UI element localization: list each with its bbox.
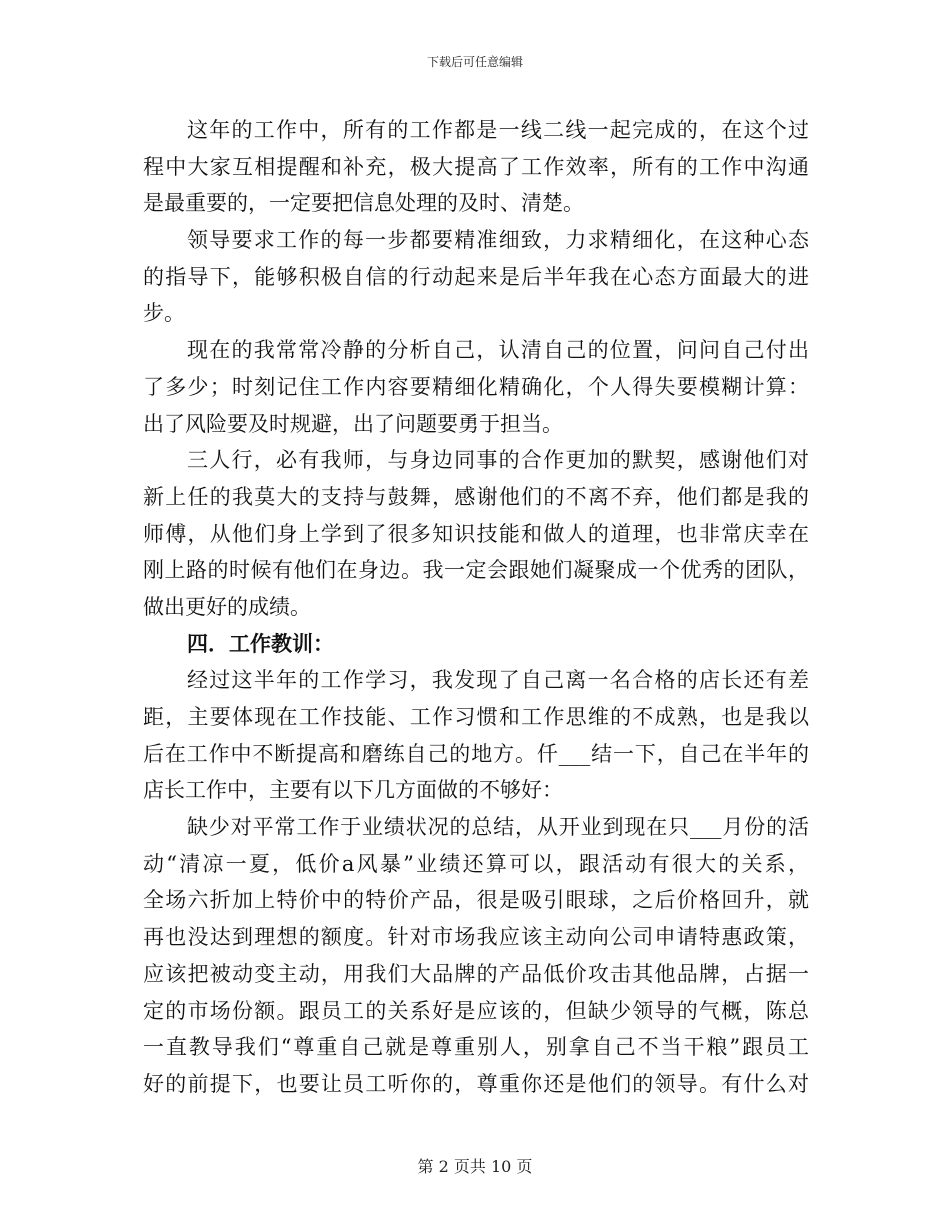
text-line: 再也没达到理想的额度。针对市场我应该主动向公司申请特惠政策， (143, 925, 809, 950)
text-line: 新上任的我莫大的支持与鼓舞，感谢他们的不离不弃，他们都是我的 (143, 484, 809, 509)
text-line: 缺少对平常工作于业绩状况的总结，从开业到现在只___月份的活 (187, 815, 809, 840)
text-line: 定的市场份额。跟员工的关系好是应该的，但缺少领导的气概，陈总 (143, 998, 809, 1023)
text-line: 刚上路的时候有他们在身边。我一定会跟她们凝聚成一个优秀的团队， (143, 558, 809, 583)
section-heading: 四．工作教训： (187, 630, 334, 656)
text-line: 师傅，从他们身上学到了很多知识技能和做人的道理，也非常庆幸在 (143, 521, 809, 546)
page-header: 下载后可任意编辑 (426, 55, 523, 69)
text-line: 距，主要体现在工作技能、工作习惯和工作思维的不成熟，也是我以 (143, 705, 809, 729)
text-line: 程中大家互相提醒和补充，极大提高了工作效率，所有的工作中沟通 (143, 154, 809, 179)
text-line: 全场六折加上特价中的特价产品，很是吸引眼球，之后价格回升，就 (143, 888, 809, 913)
text-line: 步。 (143, 301, 185, 326)
text-line: 现在的我常常冷静的分析自己，认清自己的位置，问问自己付出 (187, 338, 809, 363)
text-line: 三人行，必有我师，与身边同事的合作更加的默契，感谢他们对 (187, 448, 809, 473)
text-line: 动“清凉一夏，低价a风暴”业绩还算可以，跟活动有很大的关系， (143, 851, 809, 876)
text-line: 一直教导我们“尊重自己就是尊重别人，别拿自己不当干粮”跟员工 (143, 1035, 809, 1060)
text-line: 的指导下，能够积极自信的行动起来是后半年我在心态方面最大的进 (143, 264, 809, 289)
page-footer: 第 2 页共 10 页 (417, 1157, 533, 1176)
text-line: 出了风险要及时规避，出了问题要勇于担当。 (143, 411, 563, 436)
text-line: 店长工作中，主要有以下几方面做的不够好： (143, 778, 563, 803)
text-line: 了多少；时刻记住工作内容要精细化精确化，个人得失要模糊计算： (143, 374, 809, 399)
text-line: 这年的工作中，所有的工作都是一线二线一起完成的，在这个过 (187, 118, 809, 142)
text-line: 经过这半年的工作学习，我发现了自己离一名合格的店长还有差 (187, 668, 809, 693)
text-line: 是最重要的，一定要把信息处理的及时、清楚。 (143, 191, 584, 216)
text-line: 应该把被动变主动，用我们大品牌的产品低价攻击其他品牌，占据一 (143, 961, 809, 986)
text-line: 领导要求工作的每一步都要精准细致，力求精细化，在这种心态 (187, 228, 809, 253)
text-line: 后在工作中不断提高和磨练自己的地方。仟___结一下，自己在半年的 (143, 741, 809, 766)
text-line: 好的前提下，也要让员工听你的，尊重你还是他们的领导。有什么对 (143, 1071, 809, 1096)
text-line: 做出更好的成绩。 (143, 594, 311, 619)
document-body (143, 112, 809, 1103)
